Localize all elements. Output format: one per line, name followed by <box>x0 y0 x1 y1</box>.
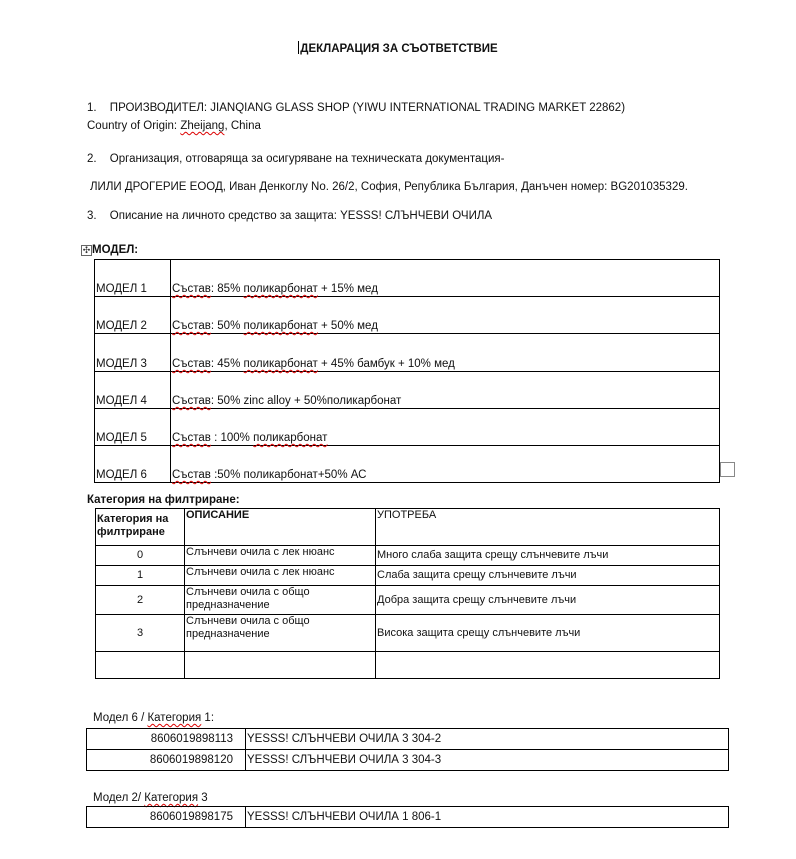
category-value: 2 <box>96 586 185 615</box>
section-3-text: Описание на личното средство за защита: YESSS! СЛЪНЧЕВИ ОЧИЛА <box>109 210 493 222</box>
model-name: МОДЕЛ 4 <box>95 372 171 409</box>
section-3-number: 3. <box>87 210 97 222</box>
model-composition: Състав: 50% zinc alloy + 50%поликарбонат <box>171 372 720 409</box>
model-row <box>95 297 720 334</box>
model-row <box>95 446 720 483</box>
models-table <box>94 259 720 483</box>
product-name: YESSS! СЛЪНЧЕВИ ОЧИЛА 3 304-3 <box>246 750 729 771</box>
spellcheck-word[interactable]: Състав <box>172 432 211 444</box>
model-composition: Състав : 100% поликарбонат <box>171 409 720 446</box>
spellcheck-word[interactable]: поликарбонат <box>243 283 318 295</box>
category-header: Категория на филтриране <box>96 509 185 546</box>
spellcheck-word[interactable]: Категория <box>144 792 199 804</box>
spellcheck-word[interactable]: Състав <box>172 395 211 407</box>
category-value: 3 <box>96 615 185 652</box>
spellcheck-word[interactable]: Състав <box>172 469 211 481</box>
model-row <box>95 409 720 446</box>
model-composition: Състав: 50% поликарбонат + 50% мед <box>171 297 720 334</box>
spellcheck-word[interactable]: Състав <box>172 320 211 332</box>
category-empty-row <box>96 652 720 679</box>
ean-code: 8606019898113 <box>87 729 246 750</box>
category-value: 0 <box>96 546 185 566</box>
spellcheck-word[interactable]: Zheijang <box>180 120 225 132</box>
model-composition: Състав: 45% поликарбонат + 45% бамбук + 10% мед <box>171 334 720 372</box>
section-1-number: 1. <box>87 102 97 114</box>
model-row <box>95 334 720 372</box>
usage-header: УПОТРЕБА <box>376 509 720 546</box>
category-row <box>96 566 720 586</box>
category-description: Слънчеви очила с общо предназначение <box>185 586 376 615</box>
table-resize-handle-icon[interactable] <box>720 462 735 477</box>
document-title: ДЕКЛАРАЦИЯ ЗА СЪОТВЕТСТВИЕ <box>300 43 498 55</box>
model-name: МОДЕЛ 3 <box>95 334 171 372</box>
section-2-text: Организация, отговаряща за осигуряване на техническата документация- <box>109 153 505 165</box>
section-1 <box>87 102 625 114</box>
ean-code: 8606019898175 <box>87 807 246 828</box>
category-row <box>96 546 720 566</box>
section-3 <box>87 210 492 222</box>
model-row <box>95 372 720 409</box>
section-1-text: ПРОИЗВОДИТЕЛ: JIANQIANG GLASS SHOP (YIWU INTERNATIONAL TRADING MARKET 22862) <box>109 102 626 114</box>
model-composition: Състав: 85% поликарбонат + 15% мед <box>171 260 720 297</box>
product-row <box>87 729 729 750</box>
category-usage: Висока защита срещу слънчевите лъчи <box>376 615 720 652</box>
spellcheck-word[interactable]: Категория <box>147 712 202 724</box>
category-heading: Категория на филтриране: <box>87 494 240 506</box>
section-2-detail: ЛИЛИ ДРОГЕРИЕ ЕООД, Иван Денкоглу No. 26/2, София, Република България, Данъчен номер: BG201035329. <box>90 181 688 193</box>
ean-code: 8606019898120 <box>87 750 246 771</box>
category-description: Слънчеви очила с лек нюанс <box>185 566 376 586</box>
category-row <box>96 615 720 652</box>
category-value: 1 <box>96 566 185 586</box>
model-name: МОДЕЛ 6 <box>95 446 171 483</box>
model-name: МОДЕЛ 2 <box>95 297 171 334</box>
model-heading: МОДЕЛ: <box>92 244 139 256</box>
section-2-number: 2. <box>87 153 97 165</box>
category-row <box>96 586 720 615</box>
spellcheck-word[interactable]: Състав <box>172 358 211 370</box>
product-name: YESSS! СЛЪНЧЕВИ ОЧИЛА 1 806-1 <box>246 807 729 828</box>
group-2-table <box>86 806 729 828</box>
model-composition: Състав :50% поликарбонат+50% АС <box>171 446 720 483</box>
category-usage: Слаба защита срещу слънчевите лъчи <box>376 566 720 586</box>
spellcheck-word[interactable]: поликарбонат <box>243 320 318 332</box>
description-header: ОПИСАНИЕ <box>185 509 376 546</box>
model-name: МОДЕЛ 5 <box>95 409 171 446</box>
category-table <box>95 508 720 679</box>
category-usage: Добра защита срещу слънчевите лъчи <box>376 586 720 615</box>
section-2 <box>87 153 504 165</box>
category-usage: Много слаба защита срещу слънчевите лъчи <box>376 546 720 566</box>
model-name: МОДЕЛ 1 <box>95 260 171 297</box>
product-row <box>87 807 729 828</box>
spellcheck-word[interactable]: Състав <box>172 283 211 295</box>
model-row <box>95 260 720 297</box>
group-1-table <box>86 728 729 771</box>
spellcheck-word[interactable]: поликарбонат <box>253 432 328 444</box>
product-row <box>87 750 729 771</box>
table-move-handle-icon[interactable]: ✣ <box>82 245 91 255</box>
group-1-caption: Модел 6 / Категория 1: <box>93 712 215 724</box>
group-2-caption: Модел 2/ Категория 3 <box>93 792 208 804</box>
spellcheck-word[interactable]: поликарбонат <box>243 358 318 370</box>
category-description: Слънчеви очила с общо предназначение <box>185 615 376 652</box>
category-description: Слънчеви очила с лек нюанс <box>185 546 376 566</box>
product-name: YESSS! СЛЪНЧЕВИ ОЧИЛА 3 304-2 <box>246 729 729 750</box>
country-of-origin: Country of Origin: Zheijang, China <box>87 120 261 132</box>
category-header-row <box>96 509 720 546</box>
